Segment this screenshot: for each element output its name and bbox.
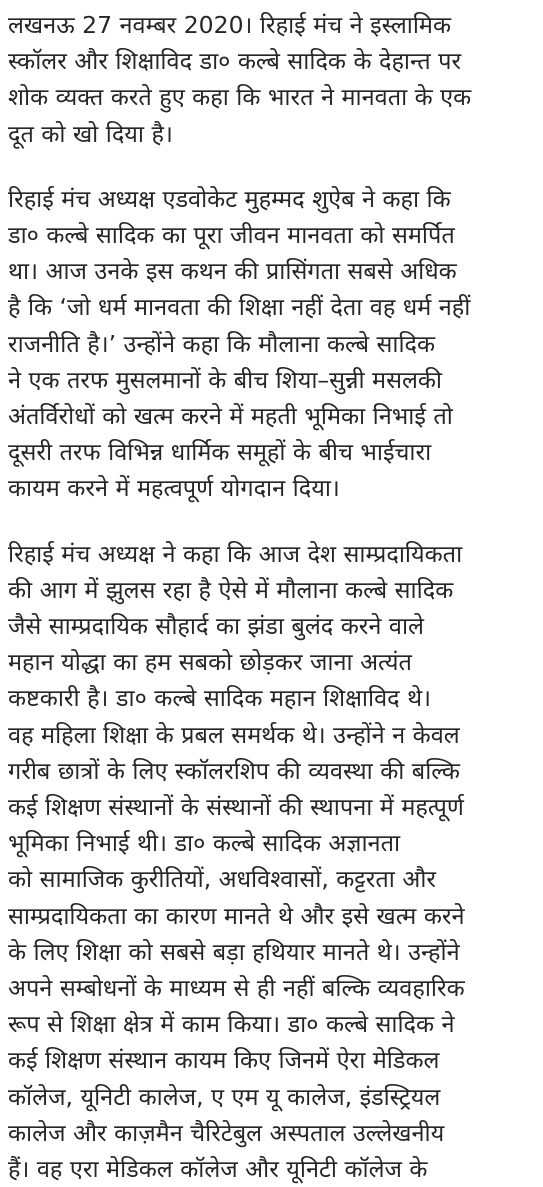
text-line: रिहाई मंच अध्यक्ष ने कहा कि आज देश साम्प्रदायिकता: [8, 539, 463, 568]
text-line: कष्टकारी है। डा० कल्बे सादिक महान शिक्षाविद थे।: [8, 684, 432, 713]
text-line: शोक व्यक्त करते हुए कहा कि भारत ने मानवता के एक: [8, 83, 472, 112]
text-line: था। आज उनके इस कथन की प्रासिंगता सबसे अधिक: [8, 257, 457, 286]
text-line: को सामाजिक कुरीतियों, अधविश्वासों, कट्टरता और: [8, 865, 437, 894]
text-line: दूत को खो दिया है।: [8, 119, 173, 148]
paragraph-2: [8, 181, 533, 507]
text-line: जैसे साम्प्रदायिक सौहार्द का झंडा बुलंद करने वाले: [8, 612, 424, 641]
text-line: रिहाई मंच अध्यक्ष एडवोकेट मुहम्मद शुऐब ने कहा कि: [8, 184, 451, 213]
text-line: अंतर्विरोधों को खत्म करने में महती भूमिका निभाई तो: [8, 402, 453, 431]
paragraph-3: [8, 536, 533, 1187]
text-line: कायम करने में महत्वपूर्ण योगदान दिया।: [8, 474, 340, 503]
text-line: कई शिक्षण संस्थान कायम किए जिनमें ऐरा मेडिकल: [8, 1046, 440, 1075]
text-line: राजनीति है।’ उन्होंने कहा कि मौलाना कल्बे सादिक: [8, 329, 436, 358]
text-line: रूप से शिक्षा क्षेत्र में काम किया। डा० कल्बे सादिक ने: [8, 1010, 455, 1039]
text-line: के लिए शिक्षा को सबसे बड़ा हथियार मानते थे। उन्होंने: [8, 937, 460, 966]
text-line: डा० कल्बे सादिक का पूरा जीवन मानवता को समर्पित: [8, 221, 455, 250]
text-line: महान योद्धा का हम सबको छोड़कर जाना अत्यंत: [8, 648, 412, 677]
text-line: दूसरी तरफ विभिन्न धार्मिक समूहों के बीच भाईचारा: [8, 438, 432, 467]
text-line: लखनऊ 27 नवम्बर 2020। रिहाई मंच ने इस्लामिक: [8, 11, 452, 39]
text-line: ने एक तरफ मुसलमानों के बीच शिया–सुन्नी मसलकी: [8, 365, 443, 394]
text-line: साम्प्रदायिकता का कारण मानते थे और इसे खत्म करने: [8, 901, 465, 930]
text-line: स्कॉलर और शिक्षाविद डा० कल्बे सादिक के देहान्त पर: [8, 47, 462, 76]
text-line: की आग में झुलस रहा है ऐसे में मौलाना कल्बे सादिक: [8, 575, 454, 604]
text-line: भूमिका निभाई थी। डा० कल्बे सादिक अज्ञानता: [8, 829, 401, 858]
text-line: वह महिला शिक्षा के प्रबल समर्थक थे। उन्होंने न केवल: [8, 720, 460, 749]
text-line: अपने सम्बोधनों के माध्यम से ही नहीं बल्कि व्यवहारिक: [8, 974, 465, 1003]
text-line: गरीब छात्रों के लिए स्कॉलरशिप की व्यवस्था की बल्कि: [8, 756, 460, 785]
text-line: कॉलेज, यूनिटी कालेज, ए एम यू कालेज, इंडस्ट्रियल: [8, 1082, 441, 1111]
text-line: है कि ‘जो धर्म मानवता की शिक्षा नहीं देता वह धर्म नहीं: [8, 293, 471, 322]
text-line: कई शिक्षण संस्थानों के संस्थानों की स्थापना में महत्पूर्ण: [8, 793, 464, 822]
text-line: हैं। वह एरा मेडिकल कॉलेज और यूनिटी कॉलेज के: [8, 1155, 428, 1184]
paragraph-1: [8, 7, 533, 152]
text-line: कालेज और काज़मैन चैरिटेबुल अस्पताल उल्लेखनीय: [8, 1118, 445, 1147]
